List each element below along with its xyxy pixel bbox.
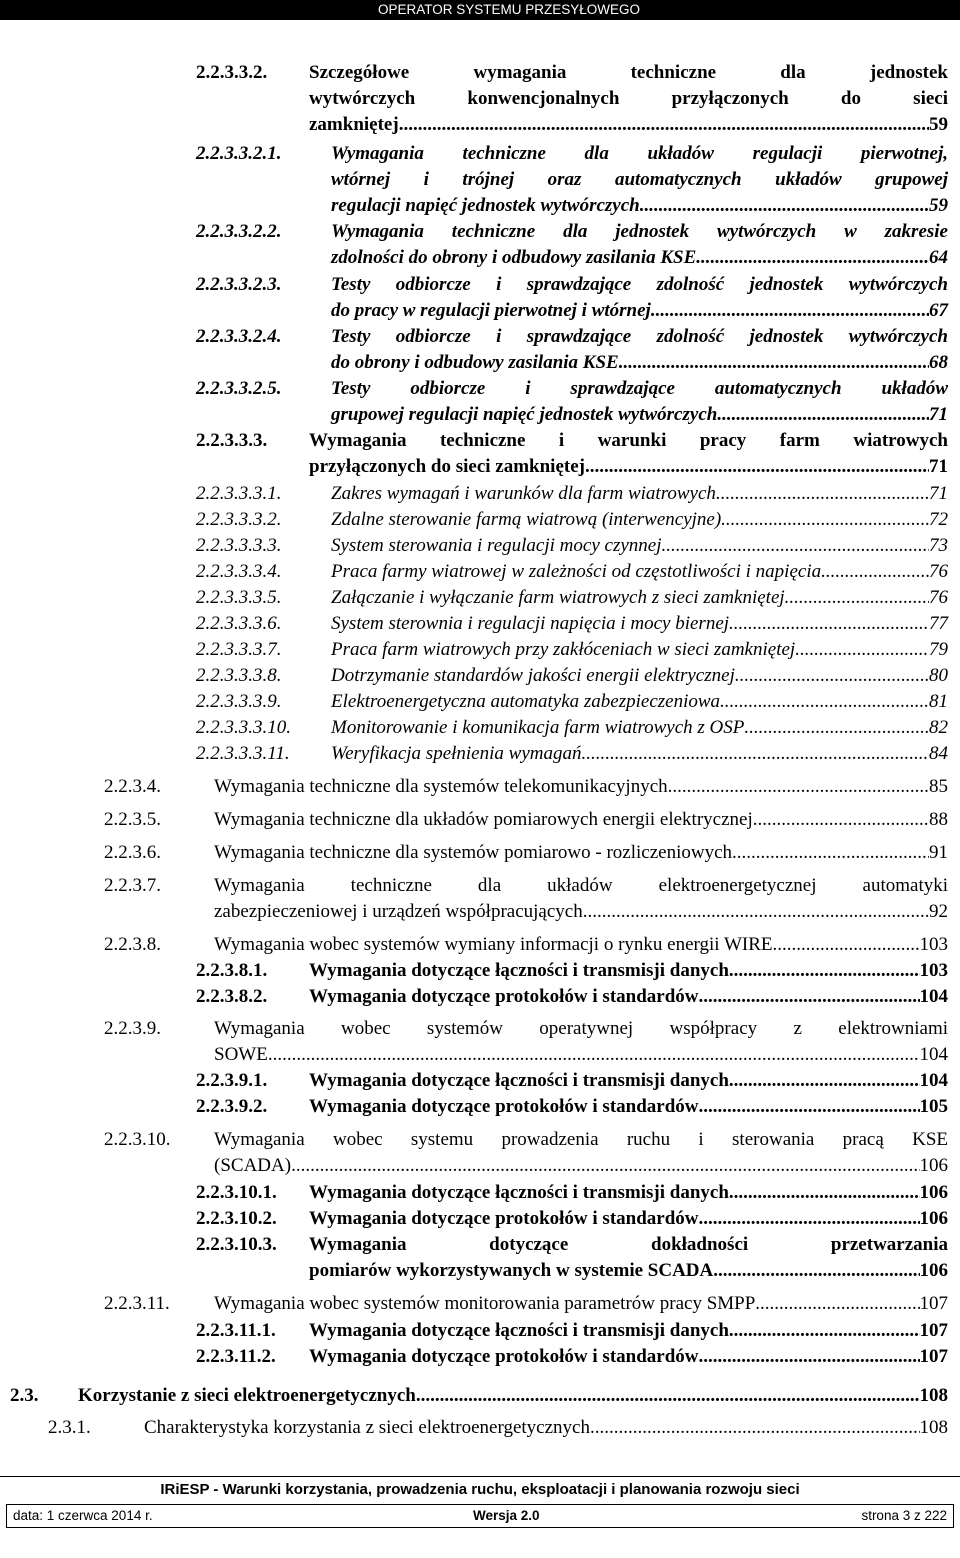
toc-entry[interactable]: [196, 958, 948, 984]
toc-entry-leader: [729, 1180, 920, 1206]
toc-entry-title: Wymagania techniczne dla systemów pomiarowo - rozliczeniowych: [214, 842, 733, 863]
toc-entry-title: Zdalne sterowanie farmą wiatrową (interwencyjne): [331, 509, 722, 530]
toc-entry-page: 67: [929, 300, 948, 321]
toc-entry[interactable]: [196, 60, 948, 138]
toc-entry-leader: [699, 984, 920, 1010]
toc-entry[interactable]: [196, 376, 948, 428]
toc-entry-title: Wymagania dotyczące protokołów i standardów: [309, 986, 699, 1007]
toc-entry[interactable]: [196, 141, 948, 219]
toc-entry-page: 104: [919, 986, 948, 1007]
toc-entry-leader: [721, 507, 929, 533]
toc-entry-title: Wymagania dotyczące łączności i transmisji danych: [309, 1182, 729, 1203]
toc-entry-title: Wymagania techniczne i warunki pracy farm wiatrowych: [309, 430, 948, 451]
toc-entry-number: 2.2.3.3.2.3.: [196, 274, 282, 295]
toc-entry-number: 2.2.3.11.: [104, 1293, 170, 1314]
toc-entry-title: Załączanie i wyłączanie farm wiatrowych z sieci zamkniętej: [331, 587, 785, 608]
toc-entry-number: 2.2.3.3.3.7.: [196, 639, 282, 660]
toc-entry-title: pomiarów wykorzystywanych w systemie SCADA: [309, 1260, 714, 1281]
toc-entry[interactable]: [196, 1206, 948, 1232]
toc-entry-leader: [291, 1153, 919, 1179]
toc-entry-title: Weryfikacja spełnienia wymagań: [331, 743, 582, 764]
toc-entry[interactable]: [196, 1180, 948, 1206]
toc-entry[interactable]: [48, 1415, 948, 1441]
toc-entry[interactable]: [196, 533, 948, 559]
toc-entry-number: 2.2.3.8.1.: [196, 960, 268, 981]
toc-entry-title: Testy odbiorcze i sprawdzające zdolność jednostek wytwórczych: [331, 274, 948, 295]
toc-entry-title: zamkniętej: [309, 114, 399, 135]
toc-entry-title: zabezpieczeniowej i urządzeń współpracujących: [214, 901, 583, 922]
toc-entry-page: 106: [919, 1182, 948, 1203]
toc-entry-number: 2.2.3.4.: [104, 776, 161, 797]
toc-entry-number: 2.2.3.3.2.2.: [196, 221, 282, 242]
footer-version: Wersja 2.0: [473, 1508, 540, 1523]
toc-entry-title: Testy odbiorcze i sprawdzające zdolność jednostek wytwórczych: [331, 326, 948, 347]
toc-entry-leader: [773, 932, 920, 958]
toc-entry-page: 108: [919, 1417, 948, 1438]
toc-entry-leader: [699, 1344, 920, 1370]
toc-entry-number: 2.2.3.10.: [104, 1129, 171, 1150]
toc-entry-title: Elektroenergetyczna automatyka zabezpieczeniowa: [331, 691, 721, 712]
toc-entry[interactable]: [196, 481, 948, 507]
toc-entry-number: 2.2.3.3.3.9.: [196, 691, 282, 712]
toc-entry-number: 2.2.3.3.3.8.: [196, 665, 282, 686]
toc-entry-page: 103: [919, 934, 948, 955]
toc-entry-leader: [585, 454, 929, 480]
toc-entry-page: 59: [929, 195, 948, 216]
toc-entry-number: 2.2.3.6.: [104, 842, 161, 863]
toc-entry-page: 104: [919, 1044, 948, 1065]
toc-entry-leader: [668, 774, 929, 800]
toc-entry-leader: [699, 1094, 920, 1120]
toc-entry-indent: [196, 350, 331, 376]
toc-entry-page: 107: [919, 1346, 948, 1367]
toc-entry-indent: [196, 193, 331, 219]
toc-entry-number: 2.2.3.8.2.: [196, 986, 268, 1007]
toc-entry-page: 73: [929, 535, 948, 556]
toc-entry[interactable]: [196, 715, 948, 741]
toc-entry-title: Wymagania dotyczące łączności i transmisji danych: [309, 1070, 729, 1091]
footer-bar: [6, 1504, 954, 1528]
toc-entry-number: 2.2.3.11.1.: [196, 1320, 276, 1341]
toc-entry-page: 107: [919, 1293, 948, 1314]
toc-entry-leader: [640, 193, 929, 219]
toc-entry[interactable]: [196, 507, 948, 533]
toc-entry[interactable]: [196, 1094, 948, 1120]
toc-entry[interactable]: [196, 1318, 948, 1344]
toc-entry-title: Testy odbiorcze i sprawdzające automatycznych układów: [331, 378, 948, 399]
toc-entry[interactable]: [104, 1016, 948, 1068]
toc-entry-page: 77: [929, 613, 948, 634]
toc-entry-indent: [196, 86, 309, 112]
toc-entry-title: Praca farmy wiatrowej w zależności od częstotliwości i napięcia: [331, 561, 822, 582]
toc-entry-number: 2.2.3.3.3.4.: [196, 561, 282, 582]
toc-entry[interactable]: [196, 272, 948, 324]
toc-entry-leader: [399, 112, 929, 138]
toc-entry[interactable]: [104, 840, 948, 866]
toc-entry-page: 106: [919, 1155, 948, 1176]
toc-entry[interactable]: [196, 741, 948, 767]
toc-entry-title: System sterowania i regulacji mocy czynnej: [331, 535, 662, 556]
toc-entry-title: Wymagania dotyczące łączności i transmisji danych: [309, 960, 729, 981]
toc-entry-page: 71: [929, 456, 948, 477]
toc-entry-number: 2.2.3.9.: [104, 1018, 161, 1039]
toc-entry-leader: [416, 1383, 920, 1409]
toc-entry-leader: [581, 741, 929, 767]
toc-entry-number: 2.2.3.3.3.10.: [196, 717, 291, 738]
toc-entry-title: regulacji napięć jednostek wytwórczych: [331, 195, 640, 216]
toc-entry-indent: [104, 899, 214, 925]
toc-entry-page: 68: [929, 352, 948, 373]
toc-entry[interactable]: [196, 611, 948, 637]
toc-entry-indent: [196, 1258, 309, 1284]
toc-entry-number: 2.2.3.3.2.5.: [196, 378, 282, 399]
toc-entry-number: 2.2.3.3.3.5.: [196, 587, 282, 608]
toc-entry[interactable]: [196, 1344, 948, 1370]
toc-entry-title: System sterownia i regulacji napięcia i mocy biernej: [331, 613, 730, 634]
toc-entry-leader: [735, 663, 929, 689]
toc-entry-title: Wymagania techniczne dla jednostek wytwórczych w zakresie: [331, 221, 948, 242]
toc-entry-page: 81: [929, 691, 948, 712]
toc-entry[interactable]: [196, 324, 948, 376]
toc-entry-indent: [196, 454, 309, 480]
toc-entry-page: 108: [919, 1385, 948, 1406]
toc-entry-title: do obrony i odbudowy zasilania KSE: [331, 352, 619, 373]
footer-title: IRiESP - Warunki korzystania, prowadzenia ruchu, eksploatacji i planowania rozwoju sieci: [0, 1476, 960, 1503]
toc-entry[interactable]: [196, 689, 948, 715]
toc-entry-page: 103: [919, 960, 948, 981]
toc-entry-number: 2.2.3.3.3.: [196, 430, 268, 451]
toc-entry-title: Wymagania dotyczące dokładności przetwarzania: [309, 1234, 948, 1255]
toc-entry[interactable]: [196, 585, 948, 611]
toc-entry-title: Wymagania dotyczące protokołów i standardów: [309, 1346, 699, 1367]
toc-entry-number: 2.2.3.3.3.1.: [196, 483, 282, 504]
toc-entry-page: 79: [929, 639, 948, 660]
toc-entry-title: Wymagania dotyczące protokołów i standardów: [309, 1208, 699, 1229]
toc-entry[interactable]: [10, 1383, 948, 1409]
toc-entry-title: Monitorowanie i komunikacja farm wiatrowych z OSP: [331, 717, 745, 738]
toc-entry-number: 2.2.3.5.: [104, 809, 161, 830]
toc-entry-title: Zakres wymagań i warunków dla farm wiatrowych: [331, 483, 716, 504]
footer-date: data: 1 czerwca 2014 r.: [13, 1508, 153, 1523]
toc-entry-leader: [720, 689, 929, 715]
toc-entry-page: 59: [929, 114, 948, 135]
toc-entry[interactable]: [196, 559, 948, 585]
toc-entry-title: Wymagania techniczne dla układów pomiarowych energii elektrycznej: [214, 809, 753, 830]
toc-entry-leader: [696, 245, 929, 271]
toc-entry-leader: [699, 1206, 920, 1232]
toc-entry-title: Wymagania techniczne dla systemów telekomunikacyjnych: [214, 776, 668, 797]
toc-entry-indent: [104, 1042, 214, 1068]
toc-entry-number: 2.2.3.3.3.3.: [196, 535, 282, 556]
toc-entry-number: 2.2.3.7.: [104, 875, 161, 896]
toc-entry-title: wtórnej i trójnej oraz automatycznych układów grupowej: [331, 169, 948, 190]
toc-entry-number: 2.2.3.9.1.: [196, 1070, 268, 1091]
toc-entry-leader: [729, 1068, 920, 1094]
toc-entry-number: 2.2.3.10.3.: [196, 1234, 277, 1255]
toc-entry-page: 72: [929, 509, 948, 530]
toc-entry-page: 85: [929, 776, 948, 797]
toc-entry[interactable]: [196, 637, 948, 663]
header-title: OPERATOR SYSTEMU PRZESYŁOWEGO: [377, 2, 640, 17]
toc-entry[interactable]: [196, 663, 948, 689]
toc-entry-leader: [755, 1291, 919, 1317]
toc-entry-page: 80: [929, 665, 948, 686]
toc-entry-leader: [729, 611, 929, 637]
toc-entry-leader: [785, 585, 929, 611]
toc-entry-title: zdolności do obrony i odbudowy zasilania KSE: [331, 247, 697, 268]
toc-entry-title: grupowej regulacji napięć jednostek wytwórczych: [331, 404, 718, 425]
toc-entry[interactable]: [196, 1232, 948, 1284]
toc-entry-title: Szczegółowe wymagania techniczne dla jednostek: [309, 62, 948, 83]
toc-entry-number: 2.2.3.3.3.2.: [196, 509, 282, 530]
toc-entry-page: 71: [929, 483, 948, 504]
toc-entry-leader: [717, 402, 929, 428]
toc-entry-page: 91: [929, 842, 948, 863]
toc-entry-leader: [729, 958, 920, 984]
toc-entry-number: 2.3.: [10, 1385, 39, 1406]
toc-entry-title: Wymagania wobec systemów monitorowania parametrów pracy SMPP: [214, 1293, 756, 1314]
toc-entry-number: 2.3.1.: [48, 1417, 91, 1438]
toc-entry-number: 2.2.3.10.2.: [196, 1208, 277, 1229]
toc-entry-page: 106: [919, 1208, 948, 1229]
footer-page-info: strona 3 z 222: [861, 1508, 947, 1523]
toc-entry-title: wytwórczych konwencjonalnych przyłączonych do sieci: [309, 88, 948, 109]
toc-entry-title: Wymagania wobec systemów wymiany informacji o rynku energii WIRE: [214, 934, 773, 955]
toc-entry-title: Korzystanie z sieci elektroenergetycznych: [78, 1385, 416, 1406]
toc-entry-indent: [196, 298, 331, 324]
toc-entry-title: przyłączonych do sieci zamkniętej: [309, 456, 585, 477]
toc-entry-number: 2.2.3.3.3.6.: [196, 613, 282, 634]
toc-entry-number: 2.2.3.3.2.4.: [196, 326, 282, 347]
toc-entry[interactable]: [196, 1068, 948, 1094]
toc-entry-page: 104: [919, 1070, 948, 1091]
toc-entry-leader: [583, 899, 929, 925]
toc-entry-title: Wymagania dotyczące protokołów i standardów: [309, 1096, 699, 1117]
toc-entry-leader: [713, 1258, 919, 1284]
toc-entry-title: Wymagania techniczne dla układów regulacji pierwotnej,: [331, 143, 948, 164]
toc-entry-indent: [196, 402, 331, 428]
toc-entry[interactable]: [104, 873, 948, 925]
toc-entry-number: 2.2.3.8.: [104, 934, 161, 955]
toc-entry[interactable]: [104, 1291, 948, 1317]
toc-entry-leader: [268, 1042, 920, 1068]
toc-entry-number: 2.2.3.9.2.: [196, 1096, 268, 1117]
toc-entry-title: do pracy w regulacji pierwotnej i wtórnej: [331, 300, 651, 321]
toc-entry[interactable]: [104, 774, 948, 800]
toc-entry-indent: [104, 1153, 214, 1179]
toc-entry-page: 76: [929, 561, 948, 582]
toc-entry-page: 88: [929, 809, 948, 830]
toc-entry-title: Wymagania wobec systemów operatywnej współpracy z elektrowniami: [214, 1018, 948, 1039]
toc-entry-leader: [744, 715, 929, 741]
toc-entry-title: SOWE: [214, 1044, 268, 1065]
toc-entry-indent: [196, 112, 309, 138]
toc-entry-leader: [732, 840, 929, 866]
toc-entry-page: 71: [929, 404, 948, 425]
toc-entry-page: 107: [919, 1320, 948, 1341]
toc-entry-number: 2.2.3.3.2.: [196, 62, 268, 83]
toc-entry-leader: [590, 1415, 920, 1441]
toc-entry-page: 82: [929, 717, 948, 738]
toc-entry-leader: [821, 559, 929, 585]
toc-entry[interactable]: [104, 807, 948, 833]
toc-entry-leader: [662, 533, 930, 559]
toc-entry-leader: [753, 807, 929, 833]
toc-entry-number: 2.2.3.3.3.11.: [196, 743, 290, 764]
toc-entry-page: 92: [929, 901, 948, 922]
toc-entry[interactable]: [196, 428, 948, 480]
toc-entry-number: 2.2.3.10.1.: [196, 1182, 277, 1203]
toc-entry-leader: [619, 350, 929, 376]
toc-entry-title: Charakterystyka korzystania z sieci elektroenergetycznych: [144, 1417, 590, 1438]
toc-entry[interactable]: [196, 984, 948, 1010]
toc-entry-leader: [729, 1318, 920, 1344]
toc-entry-leader: [651, 298, 929, 324]
toc-entry-number: 2.2.3.11.2.: [196, 1346, 276, 1367]
toc-entry-page: 105: [919, 1096, 948, 1117]
toc-entry[interactable]: [104, 1127, 948, 1179]
toc-entry[interactable]: [104, 932, 948, 958]
toc-entry-leader: [716, 481, 929, 507]
toc-entry-number: 2.2.3.3.2.1.: [196, 143, 282, 164]
toc-entry-indent: [196, 167, 331, 193]
toc-entry-title: Dotrzymanie standardów jakości energii elektrycznej: [331, 665, 735, 686]
toc-entry-page: 76: [929, 587, 948, 608]
toc-entry-page: 106: [919, 1260, 948, 1281]
toc-entry-title: Wymagania wobec systemu prowadzenia ruchu i sterowania pracą KSE: [214, 1129, 948, 1150]
toc-entry-title: Praca farm wiatrowych przy zakłóceniach w sieci zamkniętej: [331, 639, 796, 660]
toc-entry-page: 84: [929, 743, 948, 764]
toc-entry-page: 64: [929, 247, 948, 268]
toc-entry-title: Wymagania techniczne dla układów elektroenergetycznej automatyki: [214, 875, 948, 896]
toc-entry-leader: [795, 637, 929, 663]
toc-entry-title: (SCADA): [214, 1155, 292, 1176]
toc-entry-indent: [196, 245, 331, 271]
toc-entry-title: Wymagania dotyczące łączności i transmisji danych: [309, 1320, 729, 1341]
toc-entry[interactable]: [196, 219, 948, 271]
